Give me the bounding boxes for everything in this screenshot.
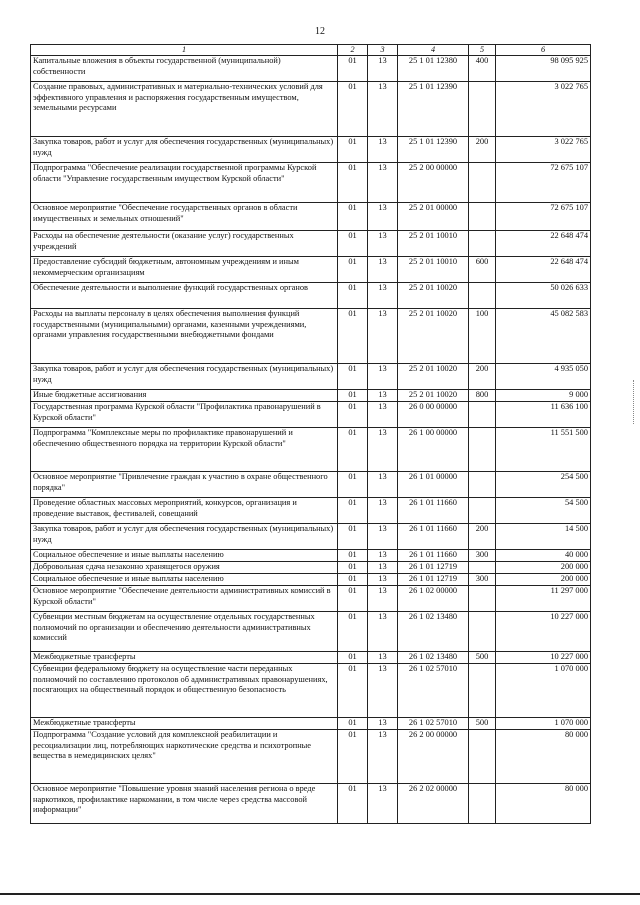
row-name: Социальное обеспечение и иные выплаты населению (31, 574, 338, 586)
row-expense-type: 200 (469, 137, 496, 163)
row-expense-type: 100 (469, 309, 496, 364)
table-row (31, 163, 591, 203)
row-target-code: 25 2 00 00000 (398, 163, 469, 203)
row-expense-type: 300 (469, 574, 496, 586)
row-amount: 72 675 107 (496, 203, 591, 231)
row-amount: 54 500 (496, 498, 591, 524)
row-target-code: 26 1 02 57010 (398, 664, 469, 718)
row-amount: 11 297 000 (496, 586, 591, 612)
row-subsection: 13 (368, 562, 398, 574)
row-name: Предоставление субсидий бюджетным, автономным учреждениям и иным некоммерческим организациям (31, 257, 338, 283)
row-target-code: 25 2 01 10010 (398, 231, 469, 257)
header-col-expense-type: 5 (469, 45, 496, 56)
row-name: Обеспечение деятельности и выполнение функций государственных органов (31, 283, 338, 309)
table-row (31, 283, 591, 309)
row-section: 01 (338, 283, 368, 309)
row-target-code: 25 1 01 12380 (398, 56, 469, 82)
row-section: 01 (338, 550, 368, 562)
row-target-code: 25 2 01 10010 (398, 257, 469, 283)
row-section: 01 (338, 524, 368, 550)
row-name: Иные бюджетные ассигнования (31, 390, 338, 402)
table-header-row (31, 45, 591, 56)
row-subsection: 13 (368, 402, 398, 428)
table-row (31, 203, 591, 231)
row-name: Основное мероприятие "Обеспечение деятельности административных комиссий в Курской области" (31, 586, 338, 612)
row-amount: 10 227 000 (496, 612, 591, 652)
row-expense-type: 200 (469, 524, 496, 550)
row-target-code: 26 1 01 12719 (398, 562, 469, 574)
table-row (31, 498, 591, 524)
row-name: Закупка товаров, работ и услуг для обеспечения государственных (муниципальных) нужд (31, 137, 338, 163)
row-expense-type (469, 586, 496, 612)
row-name: Основное мероприятие "Привлечение граждан к участию в охране общественного порядка" (31, 472, 338, 498)
header-col-section: 2 (338, 45, 368, 56)
row-target-code: 26 0 00 00000 (398, 402, 469, 428)
row-target-code: 26 1 02 57010 (398, 718, 469, 730)
header-col-subsection: 3 (368, 45, 398, 56)
row-section: 01 (338, 664, 368, 718)
row-amount: 3 022 765 (496, 82, 591, 137)
row-amount: 45 082 583 (496, 309, 591, 364)
row-name: Межбюджетные трансферты (31, 718, 338, 730)
row-section: 01 (338, 231, 368, 257)
row-expense-type (469, 203, 496, 231)
table-row (31, 56, 591, 82)
row-section: 01 (338, 498, 368, 524)
row-amount: 80 000 (496, 784, 591, 824)
row-name: Закупка товаров, работ и услуг для обеспечения государственных (муниципальных) нужд (31, 364, 338, 390)
row-amount: 200 000 (496, 574, 591, 586)
row-target-code: 26 1 01 12719 (398, 574, 469, 586)
row-expense-type (469, 428, 496, 472)
table-row (31, 664, 591, 718)
row-section: 01 (338, 203, 368, 231)
row-name: Подпрограмма "Создание условий для комплексной реабилитации и ресоциализации лиц, потребляющих наркотические средства и психотропные вещества в немедицинских целях" (31, 730, 338, 784)
table-row (31, 784, 591, 824)
row-amount: 3 022 765 (496, 137, 591, 163)
row-name: Социальное обеспечение и иные выплаты населению (31, 550, 338, 562)
row-name: Капитальные вложения в объекты государственной (муниципальной) собственности (31, 56, 338, 82)
row-amount: 80 000 (496, 730, 591, 784)
row-expense-type (469, 283, 496, 309)
row-subsection: 13 (368, 574, 398, 586)
row-section: 01 (338, 718, 368, 730)
row-target-code: 25 1 01 12390 (398, 82, 469, 137)
row-amount: 10 227 000 (496, 652, 591, 664)
row-section: 01 (338, 428, 368, 472)
row-amount: 72 675 107 (496, 163, 591, 203)
table-row (31, 428, 591, 472)
row-expense-type (469, 612, 496, 652)
header-col-amount: 6 (496, 45, 591, 56)
row-subsection: 13 (368, 56, 398, 82)
row-target-code: 26 1 00 00000 (398, 428, 469, 472)
row-subsection: 13 (368, 524, 398, 550)
row-name: Основное мероприятие "Повышение уровня знаний населения региона о вреде наркотиков, профилактике наркомании, в том числе через средства массовой информации" (31, 784, 338, 824)
row-name: Расходы на выплаты персоналу в целях обеспечения выполнения функций государственными (муниципальными) органами, казенными учреждениями, органами управления государственными внебюджетными фондами (31, 309, 338, 364)
row-section: 01 (338, 390, 368, 402)
row-section: 01 (338, 784, 368, 824)
row-amount: 11 551 500 (496, 428, 591, 472)
table-row (31, 231, 591, 257)
row-expense-type (469, 562, 496, 574)
row-expense-type: 500 (469, 652, 496, 664)
row-target-code: 26 1 01 11660 (398, 524, 469, 550)
row-expense-type (469, 730, 496, 784)
row-target-code: 26 1 01 11660 (398, 550, 469, 562)
row-section: 01 (338, 730, 368, 784)
row-expense-type (469, 472, 496, 498)
header-col-name: 1 (31, 45, 338, 56)
row-expense-type: 300 (469, 550, 496, 562)
row-amount: 50 026 633 (496, 283, 591, 309)
table-row (31, 309, 591, 364)
row-section: 01 (338, 574, 368, 586)
row-section: 01 (338, 309, 368, 364)
row-section: 01 (338, 257, 368, 283)
row-subsection: 13 (368, 472, 398, 498)
row-target-code: 25 2 01 00000 (398, 203, 469, 231)
table-row (31, 652, 591, 664)
row-subsection: 13 (368, 309, 398, 364)
row-amount: 22 648 474 (496, 257, 591, 283)
table-row (31, 612, 591, 652)
row-expense-type (469, 82, 496, 137)
row-target-code: 26 1 02 13480 (398, 612, 469, 652)
row-name: Создание правовых, административных и материально-технических условий для эффективного управления и распоряжения государственным имуществом, земельными ресурсами (31, 82, 338, 137)
row-target-code: 26 1 01 00000 (398, 472, 469, 498)
row-expense-type (469, 402, 496, 428)
row-section: 01 (338, 364, 368, 390)
row-subsection: 13 (368, 498, 398, 524)
row-expense-type: 600 (469, 257, 496, 283)
row-amount: 1 070 000 (496, 718, 591, 730)
table-row (31, 364, 591, 390)
row-amount: 9 000 (496, 390, 591, 402)
row-subsection: 13 (368, 612, 398, 652)
row-name: Подпрограмма "Комплексные меры по профилактике правонарушений и обеспечению общественного порядка на территории Курской области" (31, 428, 338, 472)
margin-mark (633, 380, 636, 424)
row-expense-type (469, 784, 496, 824)
table-row (31, 137, 591, 163)
table-row (31, 82, 591, 137)
row-expense-type (469, 664, 496, 718)
row-subsection: 13 (368, 231, 398, 257)
row-section: 01 (338, 652, 368, 664)
row-amount: 11 636 100 (496, 402, 591, 428)
row-section: 01 (338, 163, 368, 203)
row-subsection: 13 (368, 137, 398, 163)
row-name: Субвенции местным бюджетам на осуществление отдельных государственных полномочий по организации и обеспечению деятельности административных комиссий (31, 612, 338, 652)
row-subsection: 13 (368, 652, 398, 664)
row-subsection: 13 (368, 364, 398, 390)
row-target-code: 26 2 00 00000 (398, 730, 469, 784)
row-expense-type: 200 (469, 364, 496, 390)
table-row (31, 524, 591, 550)
row-expense-type: 500 (469, 718, 496, 730)
row-amount: 200 000 (496, 562, 591, 574)
row-amount: 254 500 (496, 472, 591, 498)
row-target-code: 25 2 01 10020 (398, 364, 469, 390)
row-section: 01 (338, 82, 368, 137)
row-amount: 22 648 474 (496, 231, 591, 257)
row-amount: 14 500 (496, 524, 591, 550)
table-row (31, 586, 591, 612)
table-row (31, 718, 591, 730)
table-row (31, 574, 591, 586)
row-target-code: 25 2 01 10020 (398, 309, 469, 364)
row-expense-type (469, 231, 496, 257)
row-target-code: 26 1 02 00000 (398, 586, 469, 612)
header-col-target-code: 4 (398, 45, 469, 56)
table-row (31, 472, 591, 498)
table-row (31, 562, 591, 574)
row-amount: 1 070 000 (496, 664, 591, 718)
row-amount: 98 095 925 (496, 56, 591, 82)
row-subsection: 13 (368, 784, 398, 824)
row-name: Добровольная сдача незаконно хранящегося оружия (31, 562, 338, 574)
row-expense-type (469, 498, 496, 524)
row-target-code: 26 1 01 11660 (398, 498, 469, 524)
row-target-code: 25 2 01 10020 (398, 390, 469, 402)
row-section: 01 (338, 56, 368, 82)
row-target-code: 25 2 01 10020 (398, 283, 469, 309)
row-subsection: 13 (368, 664, 398, 718)
table-row (31, 730, 591, 784)
page-bottom-rule (0, 893, 640, 895)
row-subsection: 13 (368, 163, 398, 203)
table-row (31, 257, 591, 283)
row-section: 01 (338, 472, 368, 498)
row-amount: 4 935 050 (496, 364, 591, 390)
row-expense-type: 800 (469, 390, 496, 402)
row-amount: 40 000 (496, 550, 591, 562)
row-subsection: 13 (368, 82, 398, 137)
row-name: Закупка товаров, работ и услуг для обеспечения государственных (муниципальных) нужд (31, 524, 338, 550)
row-subsection: 13 (368, 718, 398, 730)
row-name: Расходы на обеспечение деятельности (оказание услуг) государственных учреждений (31, 231, 338, 257)
row-name: Подпрограмма "Обеспечение реализации государственной программы Курской области "Управление государственным имуществом Курской области" (31, 163, 338, 203)
page-number: 12 (315, 26, 325, 37)
row-section: 01 (338, 586, 368, 612)
row-subsection: 13 (368, 730, 398, 784)
budget-table (30, 44, 591, 824)
row-section: 01 (338, 612, 368, 652)
row-subsection: 13 (368, 550, 398, 562)
row-name: Субвенции федеральному бюджету на осуществление части переданных полномочий по составлению протоколов об административных правонарушениях, посягающих на общественный порядок и общественную безопасность (31, 664, 338, 718)
row-subsection: 13 (368, 257, 398, 283)
row-target-code: 25 1 01 12390 (398, 137, 469, 163)
row-section: 01 (338, 402, 368, 428)
row-target-code: 26 2 02 00000 (398, 784, 469, 824)
table-row (31, 550, 591, 562)
table-row (31, 402, 591, 428)
row-section: 01 (338, 137, 368, 163)
row-name: Основное мероприятие "Обеспечение государственных органов в области имущественных и земельных отношений" (31, 203, 338, 231)
row-expense-type: 400 (469, 56, 496, 82)
row-subsection: 13 (368, 586, 398, 612)
table-row (31, 390, 591, 402)
row-subsection: 13 (368, 390, 398, 402)
row-subsection: 13 (368, 428, 398, 472)
row-subsection: 13 (368, 203, 398, 231)
row-section: 01 (338, 562, 368, 574)
row-name: Проведение областных массовых мероприятий, конкурсов, организация и проведение выставок, фестивалей, совещаний (31, 498, 338, 524)
row-target-code: 26 1 02 13480 (398, 652, 469, 664)
row-name: Государственная программа Курской области "Профилактика правонарушений в Курской области" (31, 402, 338, 428)
row-expense-type (469, 163, 496, 203)
row-subsection: 13 (368, 283, 398, 309)
row-name: Межбюджетные трансферты (31, 652, 338, 664)
